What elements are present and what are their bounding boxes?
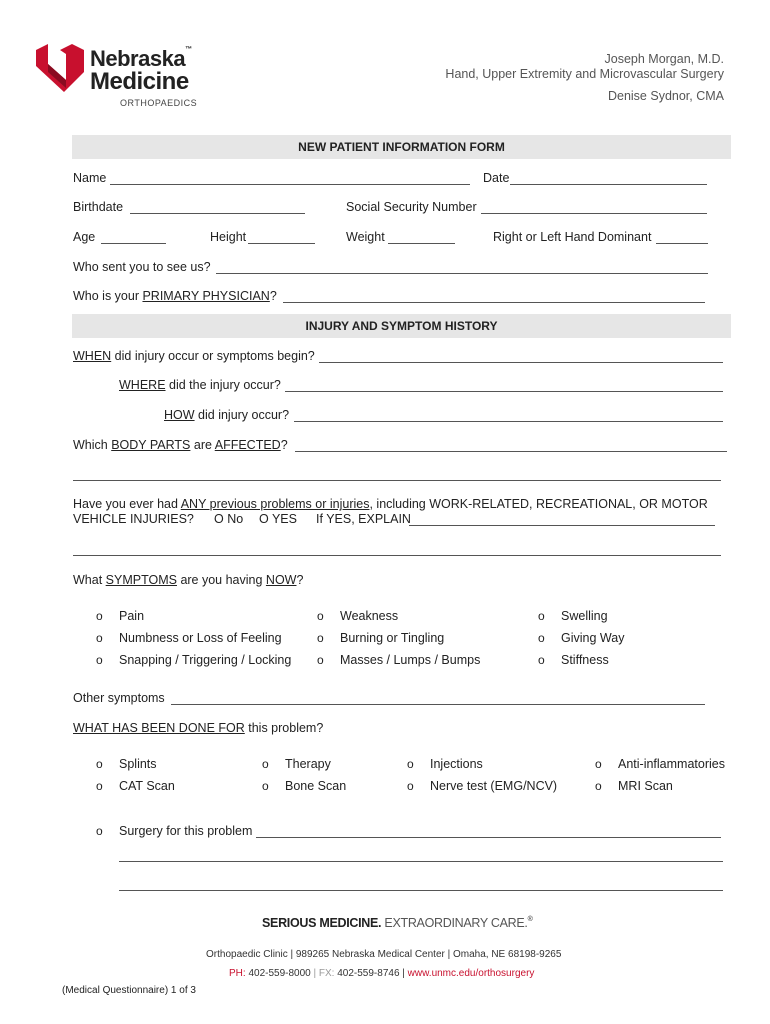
height-field[interactable] — [248, 243, 315, 244]
checkbox-treatment[interactable]: o — [595, 757, 602, 771]
symptom-label: Masses / Lumps / Bumps — [340, 653, 481, 667]
symptoms-question: What SYMPTOMS are you having NOW? — [73, 573, 304, 587]
when-label: WHEN did injury occur or symptoms begin? — [73, 349, 315, 363]
checkbox-treatment[interactable]: o — [262, 757, 269, 771]
date-field[interactable] — [510, 184, 707, 185]
hand-dominant-field[interactable] — [656, 243, 708, 244]
symptom-label: Giving Way — [561, 631, 625, 645]
symptom-label: Snapping / Triggering / Locking — [119, 653, 292, 667]
checkbox-symptom[interactable]: o — [538, 653, 545, 667]
where-field[interactable] — [285, 391, 723, 392]
when-field[interactable] — [319, 362, 723, 363]
ssn-field[interactable] — [481, 213, 707, 214]
name-label: Name — [73, 171, 107, 185]
treatment-label: Injections — [430, 757, 483, 771]
treatment-label: MRI Scan — [618, 779, 673, 793]
surgery-field[interactable] — [256, 837, 721, 838]
weight-label: Weight — [346, 230, 385, 244]
section-title-patient-info: NEW PATIENT INFORMATION FORM — [72, 135, 731, 159]
where-label: WHERE did the injury occur? — [119, 378, 281, 392]
treatment-label: Bone Scan — [285, 779, 347, 793]
previous-injuries-label-2: VEHICLE INJURIES? — [73, 512, 194, 526]
treatment-label: CAT Scan — [119, 779, 175, 793]
primary-physician-field[interactable] — [283, 302, 705, 303]
footer-website-link[interactable]: www.unmc.edu/orthosurgery — [407, 968, 535, 979]
symptom-label: Swelling — [561, 609, 608, 623]
referral-field[interactable] — [216, 273, 708, 274]
logo-text-line1: Nebraska™ — [90, 46, 192, 71]
symptom-label: Pain — [119, 609, 145, 623]
surgery-field-3[interactable] — [119, 890, 723, 891]
footer-tagline: SERIOUS MEDICINE. EXTRAORDINARY CARE.® — [262, 916, 533, 930]
checkbox-surgery[interactable]: o — [96, 824, 103, 838]
department-label: ORTHOPAEDICS — [120, 98, 198, 108]
birthdate-field[interactable] — [130, 213, 305, 214]
option-yes[interactable]: O YES — [259, 512, 297, 526]
checkbox-symptom[interactable]: o — [317, 609, 324, 623]
checkbox-treatment[interactable]: o — [262, 779, 269, 793]
checkbox-treatment[interactable]: o — [595, 779, 602, 793]
name-field[interactable] — [110, 184, 470, 185]
treatments-question: WHAT HAS BEEN DONE FOR this problem? — [73, 721, 324, 735]
doctor-specialty: Hand, Upper Extremity and Microvascular Surgery — [445, 67, 724, 81]
doctor-name: Joseph Morgan, M.D. — [604, 52, 724, 66]
how-label: HOW did injury occur? — [164, 408, 290, 422]
footer-contact: PH: 402-559-8000 | FX: 402-559-8746 | www.unmc.edu/orthosurgery — [229, 968, 535, 979]
symptom-label: Weakness — [340, 609, 399, 623]
checkbox-symptom[interactable]: o — [317, 631, 324, 645]
footer-address: Orthopaedic Clinic | 989265 Nebraska Medical Center | Omaha, NE 68198-9265 — [206, 949, 562, 960]
surgery-field-2[interactable] — [119, 861, 723, 862]
explain-field[interactable] — [409, 525, 715, 526]
other-symptoms-label: Other symptoms — [73, 691, 165, 705]
hand-dominant-label: Right or Left Hand Dominant — [493, 230, 652, 244]
previous-injuries-label: Have you ever had ANY previous problems or injuries, including WORK-RELATED, RECREATIONAL, OR MOTOR — [73, 497, 708, 511]
explain-field-2[interactable] — [73, 555, 721, 556]
treatment-label: Anti-inflammatories — [618, 757, 725, 771]
checkbox-symptom[interactable]: o — [96, 609, 103, 623]
age-label: Age — [73, 230, 96, 244]
treatment-label: Therapy — [285, 757, 331, 771]
checkbox-treatment[interactable]: o — [96, 757, 103, 771]
weight-field[interactable] — [388, 243, 455, 244]
body-parts-field-2[interactable] — [73, 480, 721, 481]
checkbox-symptom[interactable]: o — [96, 653, 103, 667]
body-parts-label: Which BODY PARTS are AFFECTED? — [73, 438, 288, 452]
height-label: Height — [210, 230, 247, 244]
checkbox-treatment[interactable]: o — [407, 757, 414, 771]
birthdate-label: Birthdate — [73, 200, 124, 214]
symptom-label: Stiffness — [561, 653, 609, 667]
checkbox-treatment[interactable]: o — [407, 779, 414, 793]
option-no[interactable]: O No — [214, 512, 244, 526]
surgery-label: Surgery for this problem — [119, 824, 253, 838]
ssn-label: Social Security Number — [346, 200, 477, 214]
checkbox-symptom[interactable]: o — [538, 609, 545, 623]
date-label: Date — [483, 171, 510, 185]
symptom-label: Burning or Tingling — [340, 631, 445, 645]
age-field[interactable] — [101, 243, 166, 244]
body-parts-field[interactable] — [295, 451, 727, 452]
nebraska-medicine-logo-icon — [34, 44, 86, 94]
checkbox-symptom[interactable]: o — [538, 631, 545, 645]
section-title-injury-history: INJURY AND SYMPTOM HISTORY — [72, 314, 731, 338]
referral-label: Who sent you to see us? — [73, 260, 211, 274]
treatment-label: Nerve test (EMG/NCV) — [430, 779, 558, 793]
other-symptoms-field[interactable] — [171, 704, 705, 705]
page-number: (Medical Questionnaire) 1 of 3 — [62, 985, 196, 996]
checkbox-symptom[interactable]: o — [317, 653, 324, 667]
symptom-label: Numbness or Loss of Feeling — [119, 631, 282, 645]
how-field[interactable] — [294, 421, 723, 422]
treatment-label: Splints — [119, 757, 157, 771]
assistant-name: Denise Sydnor, CMA — [607, 89, 724, 103]
checkbox-treatment[interactable]: o — [96, 779, 103, 793]
logo-text-line2: Medicine — [90, 68, 189, 95]
explain-label: If YES, EXPLAIN — [316, 512, 411, 526]
checkbox-symptom[interactable]: o — [96, 631, 103, 645]
primary-physician-label: Who is your PRIMARY PHYSICIAN? — [73, 289, 277, 303]
